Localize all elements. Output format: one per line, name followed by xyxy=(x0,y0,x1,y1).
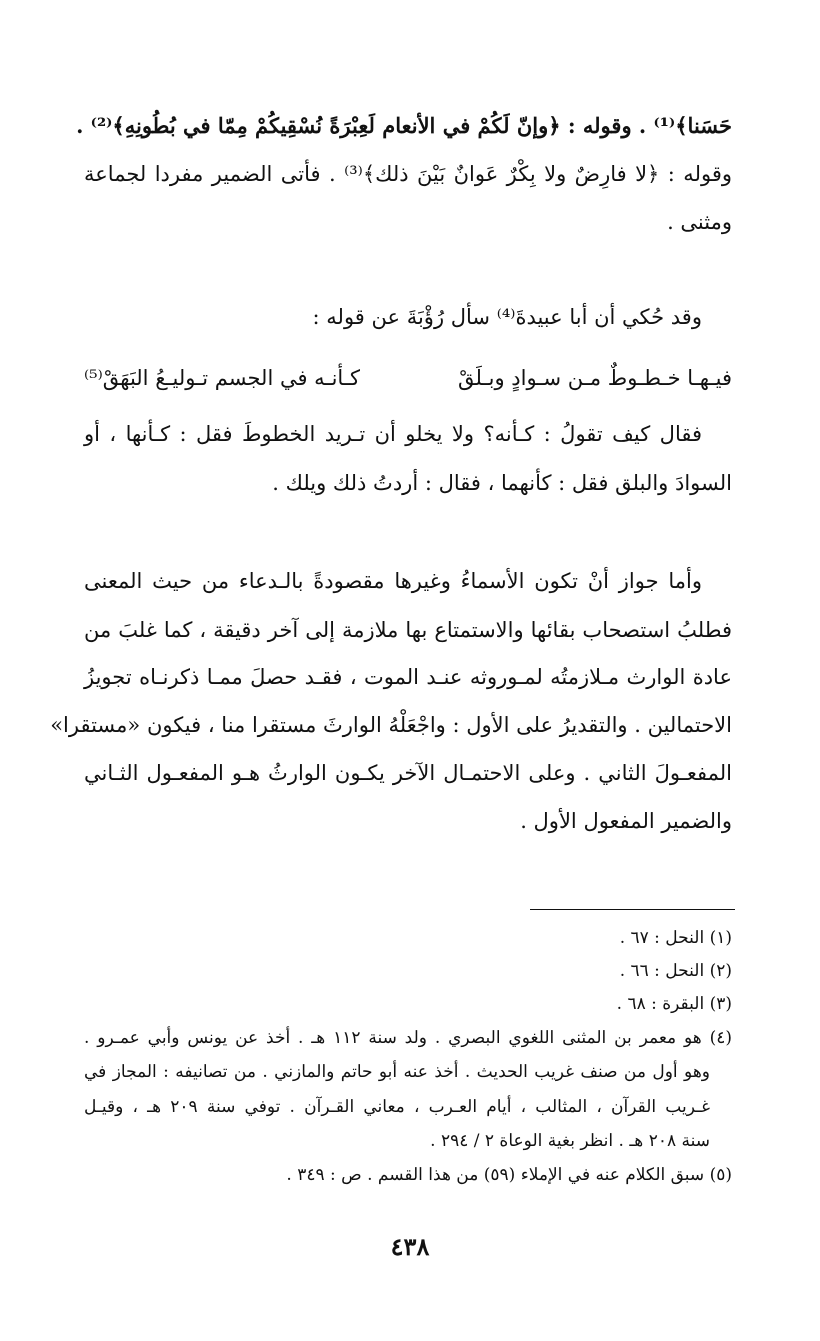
body-line: والضمير المفعول الأول . xyxy=(520,809,732,833)
body-line: وقد حُكي أن أبا عبيدةَ⁽⁴⁾ سأل رُؤْبَةَ عن قوله : xyxy=(312,305,702,329)
footnote-continuation: غـريب القرآن ، المثالب ، أيام العـرب ، معاني القـرآن . توفي سنة ٢٠٩ هـ ، وقيـل xyxy=(84,1097,710,1117)
body-line: حَسَنا﴾⁽¹⁾ . وقوله : ﴿وإنّ لَكُمْ في الأنعام لَعِبْرَةً نُسْقِيكُمْ مِمّا في بُطُونِهِ﴾⁽²⁾ . xyxy=(76,113,732,138)
verse-hemistich-second: كـأنـه في الجسم تـوليـعُ البَهَقْ⁽⁵⁾ xyxy=(84,366,360,390)
footnote: (٣) البقرة : ٦٨ . xyxy=(616,994,732,1014)
body-line: وقوله : ﴿لا فارِضٌ ولا بِكْرٌ عَوانٌ بَيْنَ ذلك﴾⁽³⁾ . فأتى الضمير مفردا لجماعة xyxy=(84,162,732,186)
body-line: المفعـولَ الثاني . وعلى الاحتمـال الآخر يكـون الوارثُ هـو المفعـول الثـاني xyxy=(84,761,732,785)
body-line: وأما جواز أنْ تكون الأسماءُ وغيرها مقصودةً بالـدعاء من حيث المعنى xyxy=(84,569,702,593)
body-line: عادة الوارث مـلازمتُه لمـوروثه عنـد الموت ، فقـد حصلَ ممـا ذكرنـاه تجويزُ xyxy=(84,665,732,689)
footnote: (١) النحل : ٦٧ . xyxy=(619,928,732,948)
footnote: (٥) سبق الكلام عنه في الإملاء (٥٩) من هذا القسم . ص : ٣٤٩ . xyxy=(286,1165,732,1185)
body-line: الاحتمالين . والتقديرُ على الأول : واجْعَلْهُ الوارثَ مستقرا منا ، فيكون «مستقرا» xyxy=(50,713,732,737)
footnote: (٢) النحل : ٦٦ . xyxy=(619,961,732,981)
body-line: فقال كيف تقولُ : كـأنه؟ ولا يخلو أن تـريد الخطوطَ فقل : كـأنها ، أو xyxy=(84,422,702,446)
footnote: (٤) هو معمر بن المثنى اللغوي البصري . ولد سنة ١١٢ هـ . أخذ عن يونس وأبي عمـرو . xyxy=(84,1028,732,1048)
verse-hemistich-first: فيـهـا خـطـوطٌ مـن سـوادٍ وبـلَقْ xyxy=(457,366,732,390)
footnote-separator xyxy=(530,909,735,910)
body-line: ومثنى . xyxy=(667,210,732,234)
footnote-continuation: وهو أول من صنف غريب الحديث . أخذ عنه أبو حاتم والمازني . من تصانيفه : المجاز في xyxy=(84,1062,710,1082)
poetry-verse xyxy=(84,358,732,398)
footnote-continuation: سنة ٢٠٨ هـ . انظر بغية الوعاة ٢ / ٢٩٤ . xyxy=(430,1131,710,1151)
body-line: السوادَ والبلق فقل : كأنهما ، فقال : أردتُ ذلك ويلك . xyxy=(272,471,732,495)
page-number: ٤٣٨ xyxy=(390,1232,430,1261)
body-line: فطلبُ استصحاب بقائها والاستمتاع بها ملازمة إلى آخر دقيقة ، كما غلبَ من xyxy=(84,618,732,642)
